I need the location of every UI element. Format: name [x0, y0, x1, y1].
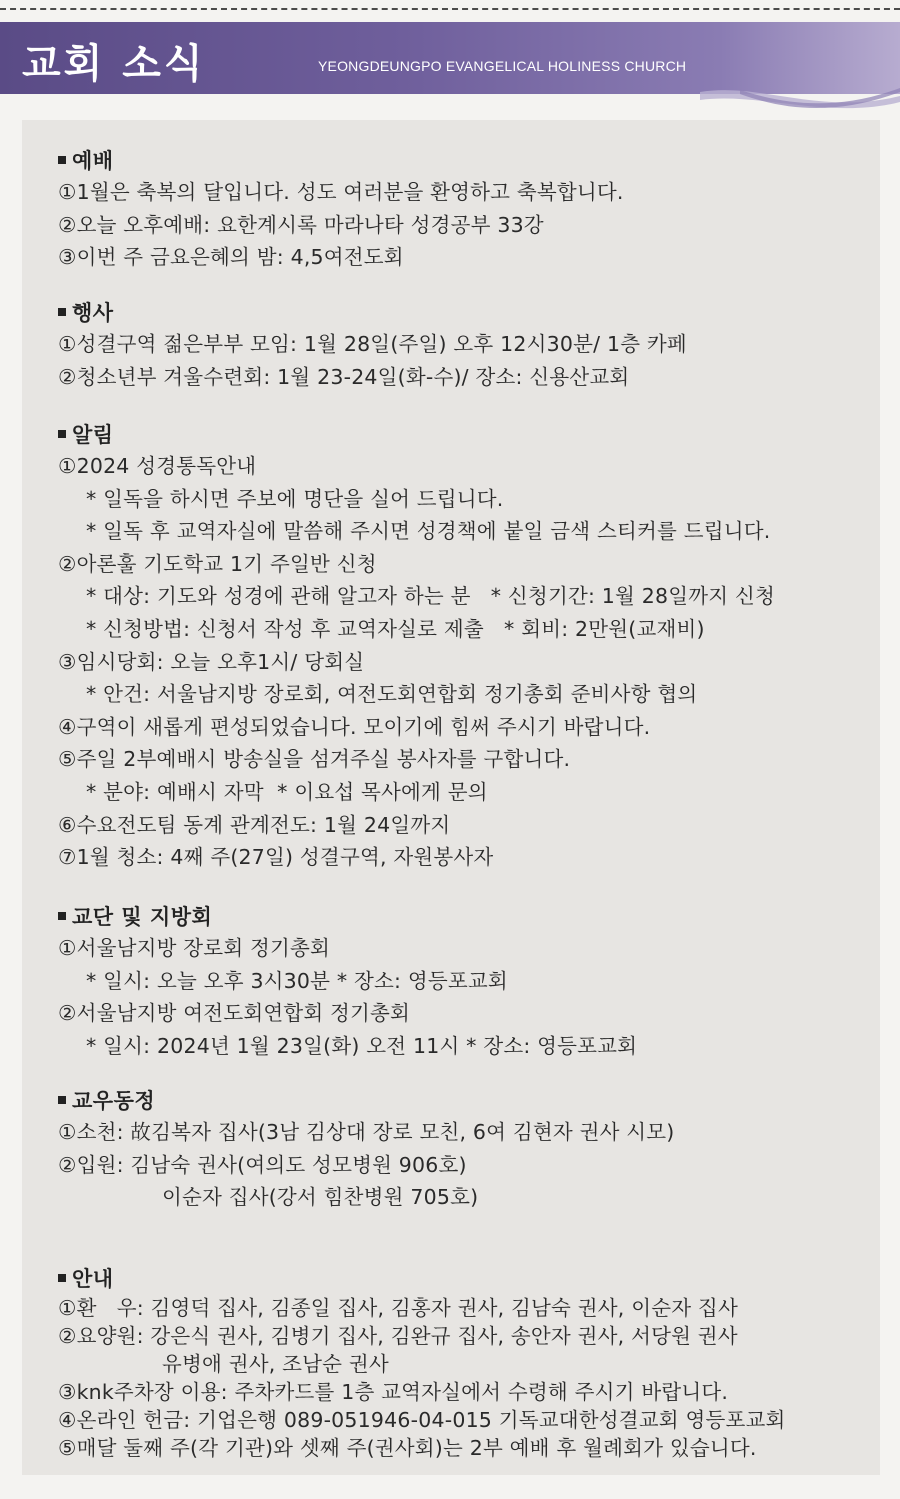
bullet-icon: [58, 430, 66, 438]
list-subitem: * 안건: 서울남지방 장로회, 여전도회연합회 정기총회 준비사항 협의: [86, 682, 698, 707]
list-item: ②아론훌 기도학교 1기 주일반 신청: [58, 551, 377, 576]
list-item: ②요양원: 강은식 권사, 김병기 집사, 김완규 집사, 송안자 권사, 서당원 권사: [58, 1324, 738, 1348]
section-title: 교우동정: [72, 1089, 156, 1113]
list-subitem: * 일독을 하시면 주보에 명단을 실어 드립니다.: [86, 486, 504, 511]
section-members: [58, 1086, 858, 1214]
list-item: ④구역이 새롭게 편성되었습니다. 모이기에 힘써 주시기 바랍니다.: [58, 714, 651, 739]
list-item: ⑦1월 청소: 4째 주(27일) 성결구역, 자원봉사자: [58, 845, 494, 870]
list-subitem: * 신청방법: 신청서 작성 후 교역자실로 제출 * 회비: 2만원(교재비): [86, 616, 705, 641]
list-item: ③임시당회: 오늘 오후1시/ 당회실: [58, 649, 365, 674]
list-item: ①2024 성경통독안내: [58, 454, 257, 478]
page-title: 교회 소식: [22, 41, 206, 87]
bullet-icon: [58, 308, 66, 316]
section-title: 안내: [72, 1267, 114, 1291]
list-item: ①환 우: 김영덕 집사, 김종일 집사, 김홍자 권사, 김남숙 권사, 이순자 집사: [58, 1296, 738, 1320]
list-item: ②서울남지방 여전도회연합회 정기총회: [58, 1001, 411, 1026]
list-item: ②입원: 김남숙 권사(여의도 성모병원 906호): [58, 1152, 467, 1177]
list-item: ②청소년부 겨울수련회: 1월 23-24일(화-수)/ 장소: 신용산교회: [58, 364, 630, 389]
section-title: 예배: [72, 149, 114, 173]
section-title: 교단 및 지방회: [72, 905, 213, 929]
section-events: [58, 298, 858, 393]
list-subitem: * 대상: 기도와 성경에 관해 알고자 하는 분 * 신청기간: 1월 28일까지 신청: [86, 584, 775, 609]
list-item: ①1월은 축복의 달입니다. 성도 여러분을 환영하고 축복합니다.: [58, 180, 624, 204]
section-denomination: [58, 902, 858, 1062]
list-item: ④온라인 헌금: 기업은행 089-051946-04-015 기독교대한성결교회 영등포교회: [58, 1408, 786, 1432]
list-item: ①서울남지방 장로회 정기총회: [58, 936, 331, 960]
list-item: ⑥수요전도팀 동계 관계전도: 1월 24일까지: [58, 812, 451, 837]
section-notices: [58, 420, 858, 874]
list-item: ⑤주일 2부예배시 방송실을 섬겨주실 봉사자를 구합니다.: [58, 747, 571, 772]
list-item: ⑤매달 둘째 주(각 기관)와 셋째 주(권사회)는 2부 예배 후 월례회가 있습니다.: [58, 1436, 757, 1460]
list-item-continuation: 이순자 집사(강서 힘찬병원 705호): [162, 1185, 479, 1210]
list-subitem: * 분야: 예배시 자막 * 이요섭 목사에게 문의: [86, 779, 488, 804]
bullet-icon: [58, 1274, 66, 1282]
section-title: 알림: [72, 423, 114, 447]
list-item: ③knk주차장 이용: 주차카드를 1층 교역자실에서 수령해 주시기 바랍니다.: [58, 1380, 729, 1404]
list-item: ①소천: 故김복자 집사(3남 김상대 장로 모친, 6여 김현자 권사 시모): [58, 1120, 675, 1144]
bullet-icon: [58, 912, 66, 920]
list-item-continuation: 유병애 권사, 조남순 권사: [162, 1352, 389, 1376]
list-item: ③이번 주 금요은혜의 밤: 4,5여전도회: [58, 245, 404, 270]
list-item: ①성결구역 젊은부부 모임: 1월 28일(주일) 오후 12시30분/ 1층 카페: [58, 332, 687, 356]
list-subitem: * 일독 후 교역자실에 말씀해 주시면 성경책에 붙일 금색 스티커를 드립니다.: [86, 519, 771, 544]
section-worship: [58, 146, 858, 274]
top-dashed-border: [0, 8, 900, 10]
section-guide: [58, 1264, 858, 1462]
list-item: ②오늘 오후예배: 요한계시록 마라나타 성경공부 33강: [58, 212, 544, 237]
section-title: 행사: [72, 301, 114, 325]
list-subitem: * 일시: 오늘 오후 3시30분 * 장소: 영등포교회: [86, 968, 508, 993]
bullet-icon: [58, 156, 66, 164]
ribbon-decoration: [700, 86, 900, 120]
bullet-icon: [58, 1096, 66, 1104]
list-subitem: * 일시: 2024년 1월 23일(화) 오전 11시 * 장소: 영등포교회: [86, 1033, 638, 1058]
page-header: [0, 22, 900, 94]
notice-board: [22, 120, 880, 1475]
church-name: YEONGDEUNGPO EVANGELICAL HOLINESS CHURCH: [318, 58, 687, 74]
